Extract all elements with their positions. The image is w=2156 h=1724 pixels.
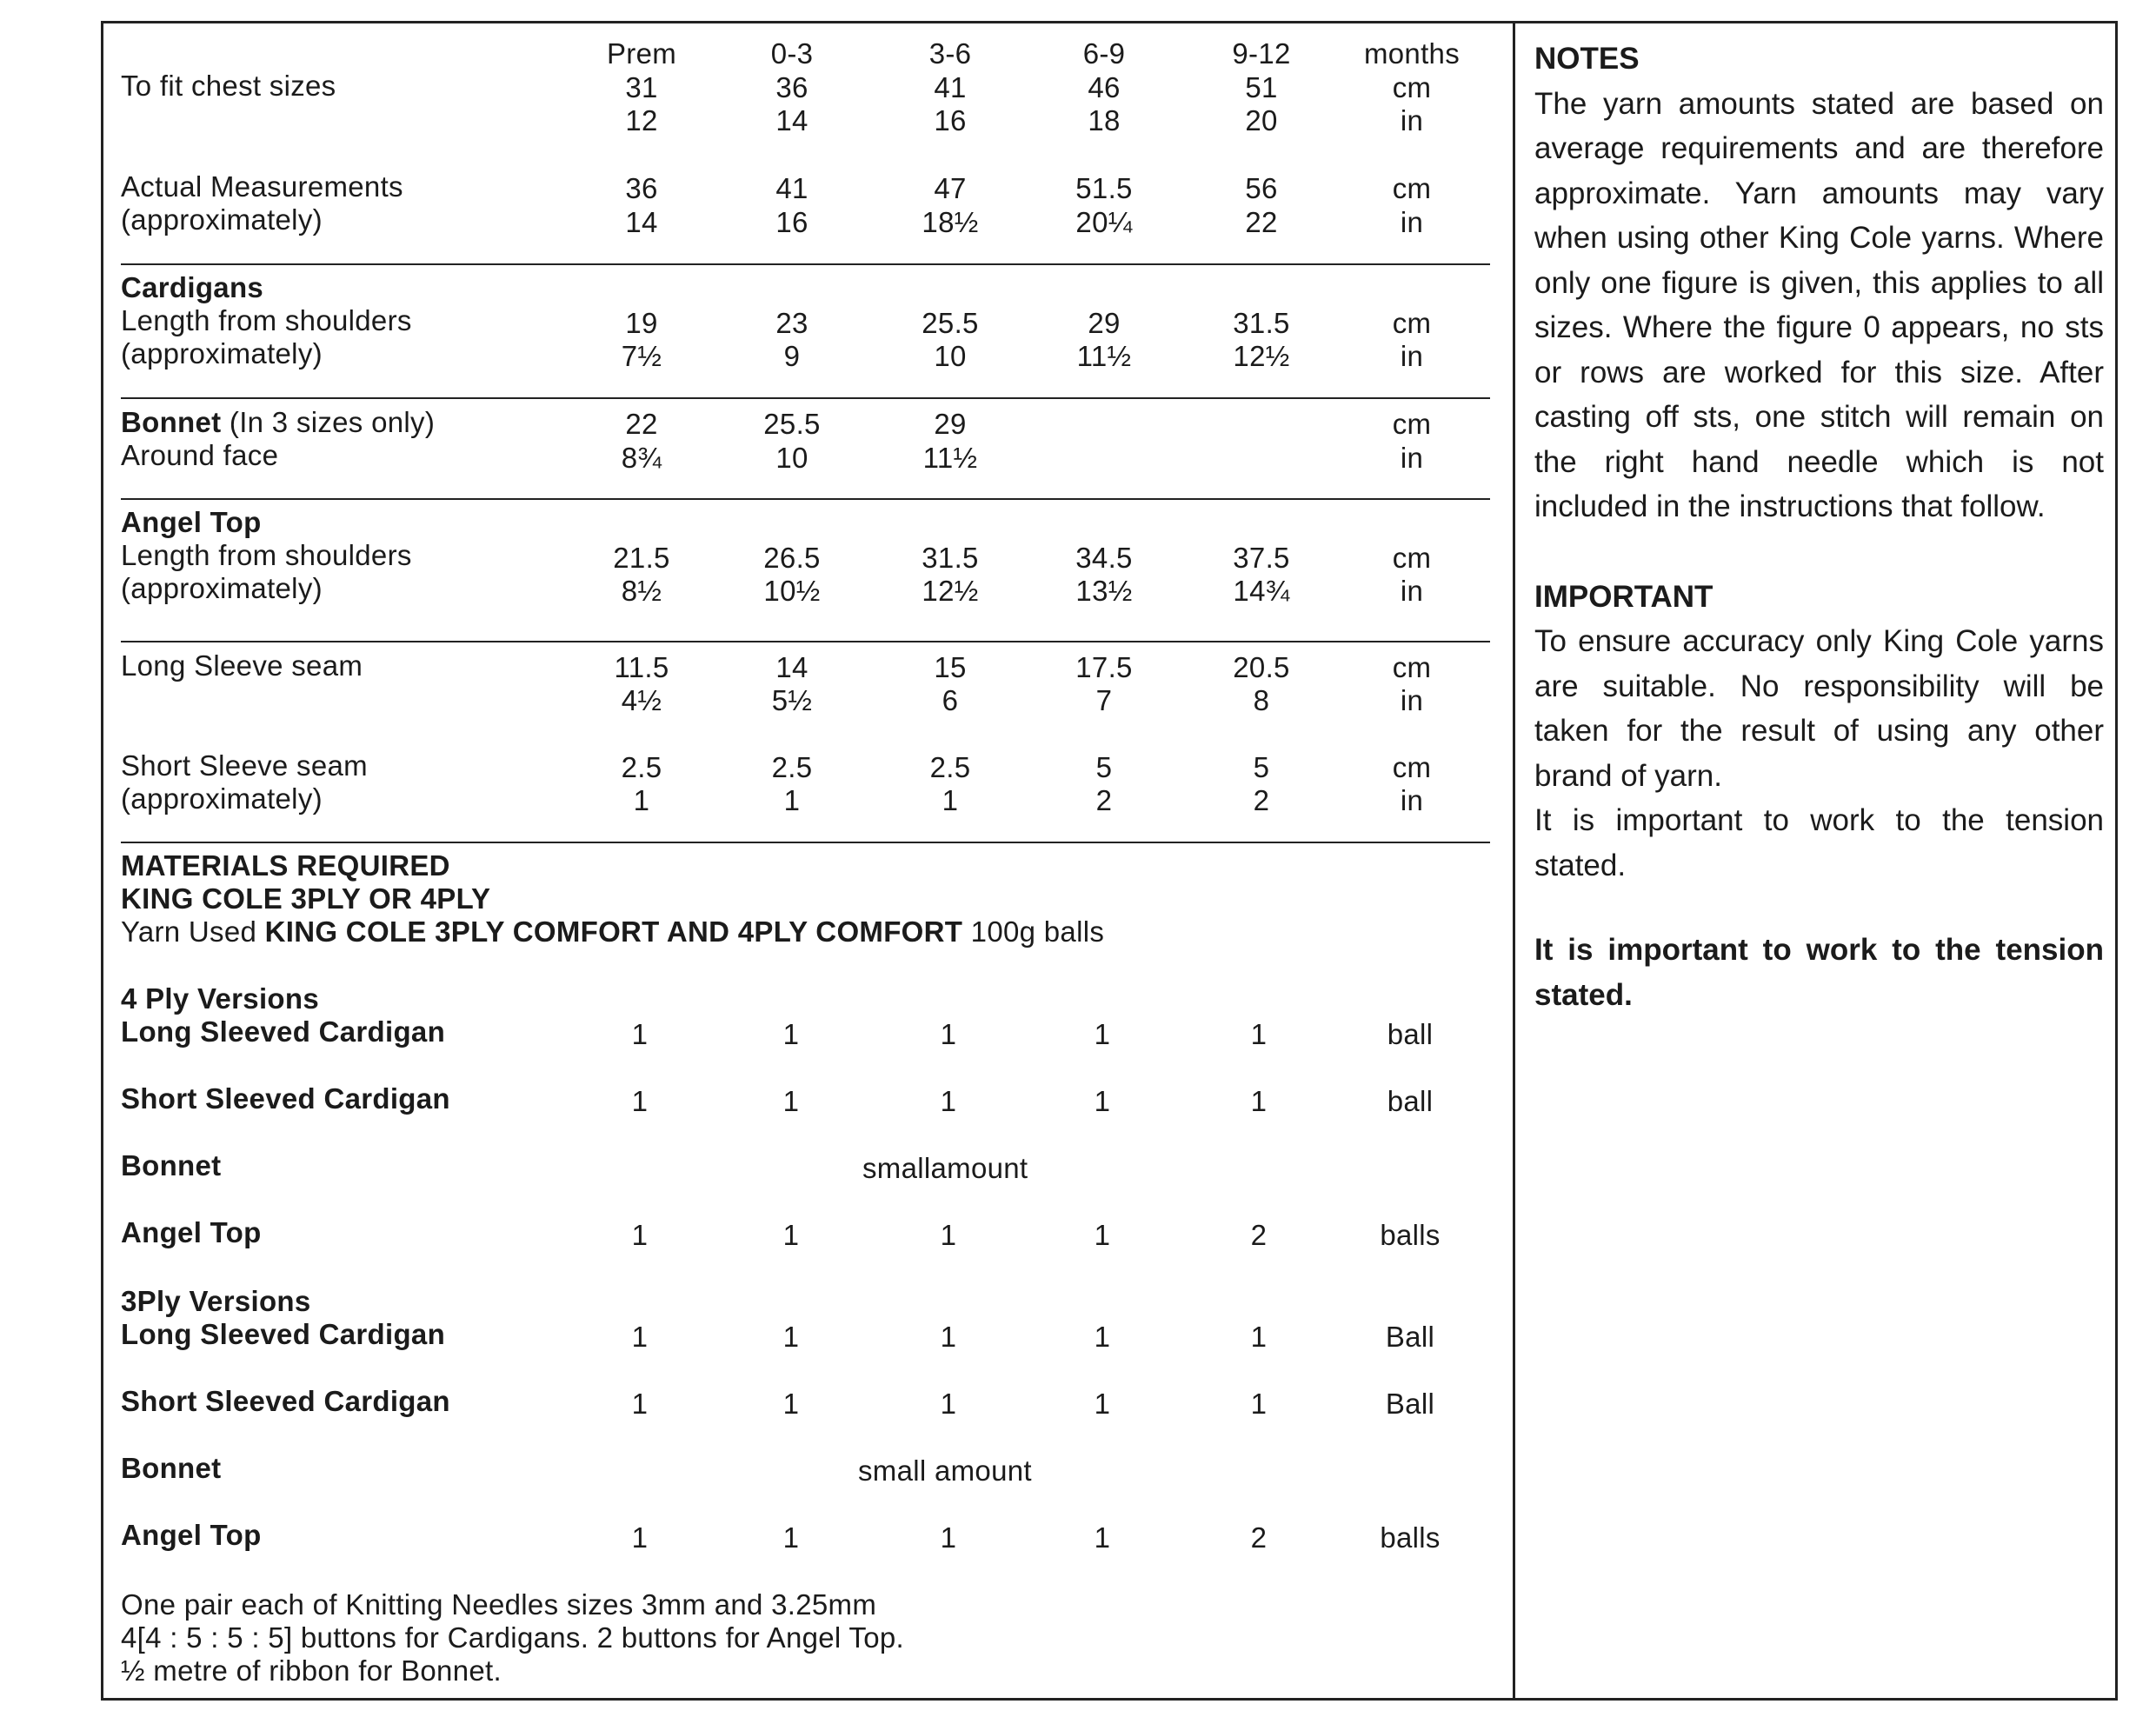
yarn-row-note: smallamount [862, 1152, 1028, 1184]
size-cell: 1 [631, 1388, 649, 1420]
size-cell: 20¼ [1075, 206, 1133, 238]
size-cell: 1 [942, 784, 959, 816]
notes-text: The yarn amounts stated are based on average requirements and are therefore approximate. Yarn amounts may vary when using other King Cole yarns. Where only one figure is given, this applies to all sizes. Where the figure 0 appears, no sts or rows are worked for this size. After casting off sts, one stitch will remain on the right hand needle which is not included in the instructions that follow. [1534, 86, 2104, 523]
section-divider [121, 842, 1490, 843]
size-cell: 1 [782, 1321, 800, 1353]
row-label-actual: Actual Measurements [121, 170, 403, 203]
needles-line: One pair each of Knitting Needles sizes 3mm and 3.25mm [121, 1588, 877, 1621]
size-cell: 10½ [763, 575, 821, 607]
size-cell: 18 [1088, 104, 1121, 136]
unit-cell: in [1400, 104, 1424, 136]
unit-cell: in [1400, 206, 1424, 238]
size-cell: 1 [782, 1219, 800, 1251]
size-cell: 1 [1094, 1018, 1111, 1050]
size-cell: 1 [631, 1219, 649, 1251]
size-cell: 8¾ [621, 442, 662, 474]
size-cell: 1 [1094, 1521, 1111, 1554]
size-cell: 1 [631, 1321, 649, 1353]
size-cell: 41 [934, 71, 967, 103]
row-label-short-sleeve: Short Sleeve seam [121, 749, 368, 782]
size-cell: 36 [775, 71, 808, 103]
size-cell: 26.5 [763, 542, 821, 574]
unit-cell: cm [1392, 408, 1432, 440]
size-cell: 41 [775, 172, 808, 204]
size-cell: 9-12 [1232, 37, 1291, 70]
size-cell: 1 [783, 784, 801, 816]
size-cell: 2.5 [621, 751, 662, 783]
size-cell: 31.5 [922, 542, 979, 574]
size-cell: 5½ [771, 684, 813, 716]
unit-cell: cm [1392, 307, 1432, 339]
section-divider [121, 263, 1490, 265]
unit-cell: Ball [1385, 1388, 1435, 1420]
size-cell: 47 [934, 172, 967, 204]
section-divider [121, 498, 1490, 500]
unit-cell: in [1400, 784, 1424, 816]
size-cell: 11.5 [614, 651, 669, 683]
size-cell: 1 [1250, 1085, 1268, 1117]
size-cell: 1 [940, 1388, 957, 1420]
size-cell: 14 [775, 104, 808, 136]
size-cell: 51.5 [1075, 172, 1133, 204]
materials-heading: MATERIALS REQUIRED [121, 849, 450, 882]
unit-cell: ball [1387, 1018, 1434, 1050]
version-title-4ply: 4 Ply Versions [121, 982, 319, 1015]
size-cell: 5 [1253, 751, 1270, 783]
size-cell: 16 [775, 206, 808, 238]
row-label-chest: To fit chest sizes [121, 70, 336, 102]
size-cell: 1 [782, 1388, 800, 1420]
row-label-approx: (approximately) [121, 203, 323, 236]
yarn-row-label: Bonnet [121, 1452, 222, 1484]
size-cell: 8 [1253, 684, 1270, 716]
buttons-line: 4[4 : 5 : 5 : 5] buttons for Cardigans. 2 buttons for Angel Top. [121, 1621, 904, 1654]
unit-cell: cm [1392, 71, 1432, 103]
size-cell: 10 [775, 442, 808, 474]
yarn-row-label: Angel Top [121, 1216, 262, 1248]
size-cell: 1 [631, 1085, 649, 1117]
size-cell: 25.5 [922, 307, 979, 339]
yarn-row-label: Long Sleeved Cardigan [121, 1015, 446, 1048]
size-cell: 1 [940, 1018, 957, 1050]
size-cell: 18½ [922, 206, 979, 238]
size-cell: 36 [625, 172, 658, 204]
section-divider [121, 641, 1490, 642]
tension-bold-text: It is important to work to the tension stated. [1534, 933, 2104, 1012]
unit-cell: months [1363, 37, 1461, 70]
unit-cell: balls [1380, 1219, 1441, 1251]
unit-cell: cm [1392, 651, 1432, 683]
row-label-long-sleeve: Long Sleeve seam [121, 649, 363, 682]
size-cell: 10 [934, 340, 967, 372]
yarn-row-note: small amount [858, 1454, 1032, 1487]
yarn-row-label: Bonnet [121, 1149, 222, 1182]
size-cell: 1 [1250, 1388, 1268, 1420]
size-cell: 34.5 [1075, 542, 1133, 574]
size-cell: 23 [775, 307, 808, 339]
unit-cell: cm [1392, 172, 1432, 204]
row-label-approx: (approximately) [121, 572, 323, 604]
unit-cell: cm [1392, 542, 1432, 574]
size-cell: 19 [625, 307, 658, 339]
yarn-row-label: Short Sleeved Cardigan [121, 1082, 450, 1115]
important-text: To ensure accuracy only King Cole yarns are suitable. No responsibility will be taken for the result of using any other brand of yarn. [1534, 624, 2104, 793]
size-cell: 20.5 [1233, 651, 1290, 683]
size-cell: 31 [625, 71, 658, 103]
size-cell: Prem [606, 37, 677, 70]
size-cell: 1 [782, 1018, 800, 1050]
unit-cell: in [1400, 575, 1424, 607]
size-cell: 21.5 [613, 542, 670, 574]
size-cell: 4½ [621, 684, 662, 716]
size-cell: 46 [1088, 71, 1121, 103]
size-cell: 1 [631, 1521, 649, 1554]
row-label-approx: (approximately) [121, 782, 323, 815]
row-label-length: Length from shoulders [121, 304, 412, 336]
size-cell: 12½ [922, 575, 979, 607]
size-cell: 29 [934, 408, 967, 440]
size-cell: 1 [1094, 1085, 1111, 1117]
important-title: IMPORTANT [1534, 579, 1713, 614]
size-cell: 6 [942, 684, 959, 716]
size-cell: 1 [782, 1085, 800, 1117]
size-cell: 17.5 [1075, 651, 1133, 683]
size-cell: 31.5 [1233, 307, 1290, 339]
materials-subheading: KING COLE 3PLY OR 4PLY [121, 882, 491, 915]
size-cell: 1 [1094, 1219, 1111, 1251]
size-cell: 20 [1245, 104, 1278, 136]
section-title-bonnet: Bonnet (In 3 sizes only) [121, 406, 436, 438]
size-cell: 8½ [621, 575, 662, 607]
size-cell: 2 [1095, 784, 1113, 816]
unit-cell: in [1400, 340, 1424, 372]
size-cell: 5 [1095, 751, 1113, 783]
notes-title: NOTES [1534, 42, 1640, 76]
size-cell: 7 [1095, 684, 1113, 716]
notes-panel [1534, 37, 2104, 1017]
size-cell: 2.5 [771, 751, 813, 783]
column-divider [1513, 21, 1515, 1701]
unit-cell: Ball [1385, 1321, 1435, 1353]
size-cell: 1 [1250, 1321, 1268, 1353]
section-divider [121, 397, 1490, 399]
size-cell: 14 [625, 206, 658, 238]
size-cell: 1 [940, 1219, 957, 1251]
size-cell: 1 [633, 784, 650, 816]
row-label-approx: (approximately) [121, 337, 323, 369]
size-cell: 1 [940, 1521, 957, 1554]
size-cell: 56 [1245, 172, 1278, 204]
unit-cell: balls [1380, 1521, 1441, 1554]
section-title-angel-top: Angel Top [121, 506, 262, 538]
size-cell: 29 [1088, 307, 1121, 339]
size-cell: 1 [1250, 1018, 1268, 1050]
unit-cell: ball [1387, 1085, 1434, 1117]
size-cell: 14 [775, 651, 808, 683]
unit-cell: in [1400, 442, 1424, 474]
version-title-3ply: 3Ply Versions [121, 1285, 311, 1317]
size-cell: 6-9 [1082, 37, 1126, 70]
size-cell: 3-6 [928, 37, 972, 70]
size-cell: 2.5 [929, 751, 971, 783]
size-cell: 16 [934, 104, 967, 136]
size-cell: 37.5 [1233, 542, 1290, 574]
size-cell: 7½ [621, 340, 662, 372]
ribbon-line: ½ metre of ribbon for Bonnet. [121, 1654, 502, 1687]
size-cell: 0-3 [770, 37, 814, 70]
size-cell: 51 [1245, 71, 1278, 103]
size-cell: 2 [1250, 1521, 1268, 1554]
yarn-row-label: Angel Top [121, 1519, 262, 1551]
yarn-row-label: Short Sleeved Cardigan [121, 1385, 450, 1417]
size-cell: 11½ [922, 442, 978, 474]
size-cell: 1 [1094, 1321, 1111, 1353]
size-cell: 15 [934, 651, 967, 683]
size-cell: 2 [1250, 1219, 1268, 1251]
size-cell: 25.5 [763, 408, 821, 440]
size-cell: 1 [782, 1521, 800, 1554]
size-cell: 1 [940, 1321, 957, 1353]
size-cell: 2 [1253, 784, 1270, 816]
size-cell: 22 [625, 408, 658, 440]
size-cell: 1 [940, 1085, 957, 1117]
yarn-row-label: Long Sleeved Cardigan [121, 1318, 446, 1350]
size-cell: 11½ [1076, 340, 1132, 372]
unit-cell: cm [1392, 751, 1432, 783]
size-cell: 9 [783, 340, 801, 372]
size-cell: 12½ [1233, 340, 1290, 372]
yarn-used-line: Yarn Used KING COLE 3PLY COMFORT AND 4PLY COMFORT 100g balls [121, 915, 1105, 948]
row-label-length: Length from shoulders [121, 539, 412, 571]
size-cell: 14¾ [1233, 575, 1290, 607]
size-cell: 22 [1245, 206, 1278, 238]
section-title-cardigans: Cardigans [121, 271, 264, 303]
unit-cell: in [1400, 684, 1424, 716]
row-label-around-face: Around face [121, 439, 279, 471]
size-cell: 1 [631, 1018, 649, 1050]
size-cell: 12 [625, 104, 658, 136]
size-cell: 1 [1094, 1388, 1111, 1420]
tension-text: It is important to work to the tension stated. [1534, 803, 2104, 882]
size-cell: 13½ [1075, 575, 1133, 607]
